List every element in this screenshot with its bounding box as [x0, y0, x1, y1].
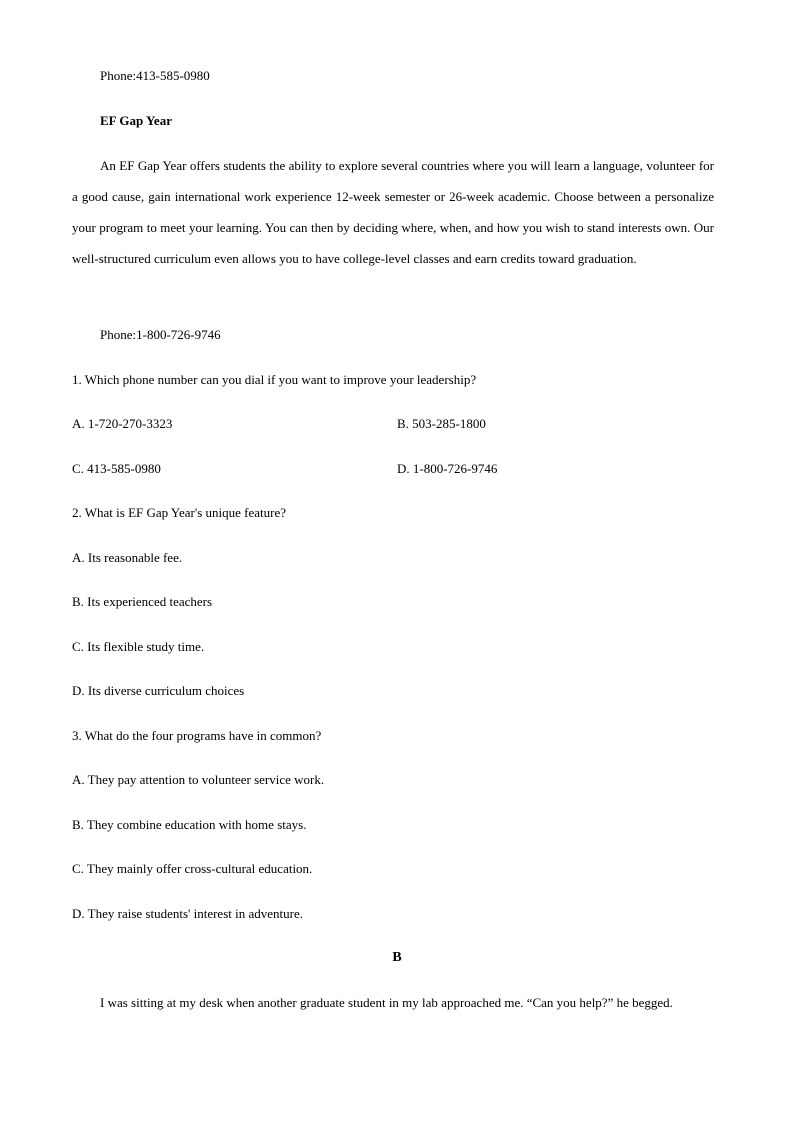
- phone-previous-program: Phone:413-585-0980: [100, 68, 210, 83]
- ef-gap-year-paragraph: An EF Gap Year offers students the ability to explore several countries where you will learn a language, volunteer for a good cause, gain international work experience 12-week semester or 26-week academic. Choose between a personalize your program to meet your learning. You can then by deciding where, when, and how you wish to stand interests own. Our well-structured curriculum even allows you to have college-level classes and earn credits toward graduation.: [72, 158, 714, 266]
- section-b-first-line: I was sitting at my desk when another graduate student in my lab approached me. “Can you help?” he begged.: [100, 995, 673, 1010]
- question-1-option-c: C. 413-585-0980: [72, 461, 161, 476]
- section-b-label: B: [392, 950, 402, 965]
- question-1-stem: 1. Which phone number can you dial if you want to improve your leadership?: [72, 372, 477, 387]
- question-3-stem: 3. What do the four programs have in common?: [72, 728, 322, 743]
- question-2-stem: 2. What is EF Gap Year's unique feature?: [72, 505, 287, 520]
- question-2-option-c: C. Its flexible study time.: [72, 639, 205, 654]
- question-3-option-a: A. They pay attention to volunteer service work.: [72, 772, 325, 787]
- ef-gap-year-heading: EF Gap Year: [100, 113, 172, 128]
- ef-gap-year-phone: Phone:1-800-726-9746: [100, 327, 221, 342]
- question-2-option-b: B. Its experienced teachers: [72, 594, 213, 609]
- question-2-option-d: D. Its diverse curriculum choices: [72, 683, 245, 698]
- question-1-option-d: D. 1-800-726-9746: [397, 461, 498, 476]
- question-3-option-b: B. They combine education with home stays.: [72, 817, 307, 832]
- question-3-option-d: D. They raise students' interest in adventure.: [72, 906, 303, 921]
- question-1-option-a: A. 1-720-270-3323: [72, 416, 173, 431]
- question-1-option-b: B. 503-285-1800: [397, 416, 486, 431]
- question-3-option-c: C. They mainly offer cross-cultural education.: [72, 861, 313, 876]
- question-2-option-a: A. Its reasonable fee.: [72, 550, 183, 565]
